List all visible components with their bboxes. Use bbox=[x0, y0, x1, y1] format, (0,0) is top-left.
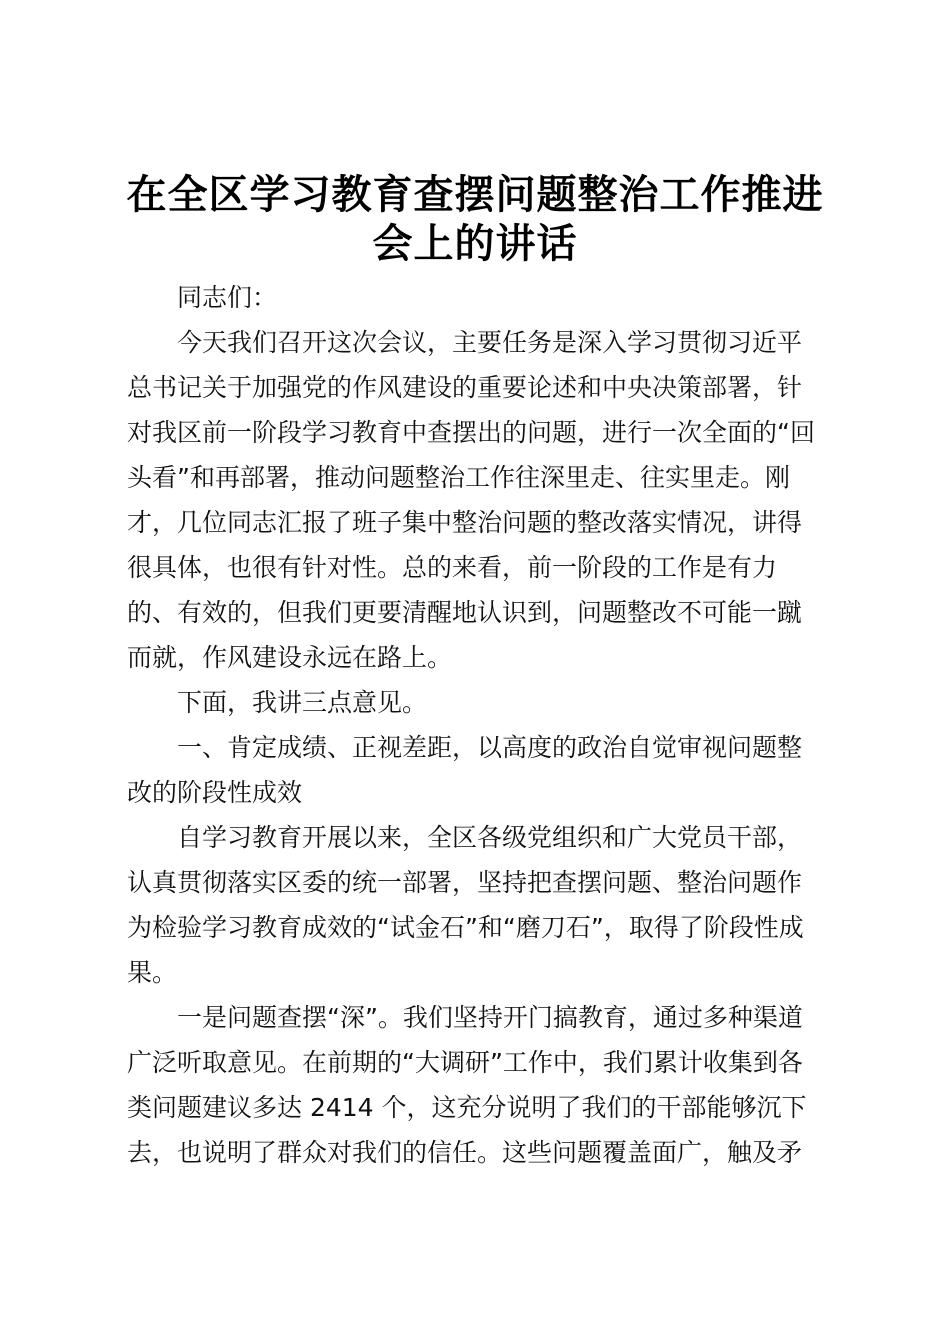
body-line-5: 才，几位同志汇报了班子集中整治问题的整改落实情况，讲得 bbox=[127, 508, 803, 537]
section-heading-line-2: 改的阶段性成效 bbox=[127, 778, 303, 807]
section-heading-line-1: 一、肯定成绩、正视差距，以高度的政治自觉审视问题整 bbox=[177, 733, 803, 762]
body-line-17: 广泛听取意见。在前期的“大调研”工作中，我们累计收集到各 bbox=[127, 1048, 803, 1077]
body-line-4: 头看”和再部署，推动问题整治工作往深里走、往实里走。刚 bbox=[127, 463, 790, 492]
document-title-line-2: 会上的讲话 bbox=[372, 220, 578, 267]
body-line-12: 自学习教育开展以来，全区各级党组织和广大党员干部， bbox=[177, 823, 803, 852]
body-line-18: 类问题建议多达 2414 个，这充分说明了我们的干部能够沉下 bbox=[127, 1093, 807, 1122]
body-line-8: 而就，作风建设永远在路上。 bbox=[127, 643, 453, 672]
document-title-line-1: 在全区学习教育查摆问题整治工作推进 bbox=[126, 171, 824, 218]
body-line-3: 对我区前一阶段学习教育中查摆出的问题，进行一次全面的“回 bbox=[127, 418, 815, 447]
body-line-13: 认真贯彻落实区委的统一部署，坚持把查摆问题、整治问题作 bbox=[127, 868, 803, 897]
body-line-2: 总书记关于加强党的作风建设的重要论述和中央决策部署，针 bbox=[127, 373, 803, 402]
body-line-15: 果。 bbox=[127, 958, 178, 987]
salutation: 同志们： bbox=[177, 283, 278, 312]
body-line-14: 为检验学习教育成效的“试金石”和“磨刀石”，取得了阶段性成 bbox=[127, 913, 804, 942]
body-line-16: 一是问题查摆“深”。我们坚持开门搞教育，通过多种渠道 bbox=[177, 1003, 803, 1032]
body-line-6: 很具体，也很有针对性。总的来看，前一阶段的工作是有力 bbox=[127, 553, 778, 582]
body-line-9: 下面，我讲三点意见。 bbox=[177, 688, 428, 717]
body-line-1: 今天我们召开这次会议，主要任务是深入学习贯彻习近平 bbox=[177, 328, 803, 357]
body-line-7: 的、有效的，但我们更要清醒地认识到，问题整改不可能一蹴 bbox=[127, 598, 803, 627]
body-line-19: 去，也说明了群众对我们的信任。这些问题覆盖面广，触及矛 bbox=[127, 1138, 803, 1167]
